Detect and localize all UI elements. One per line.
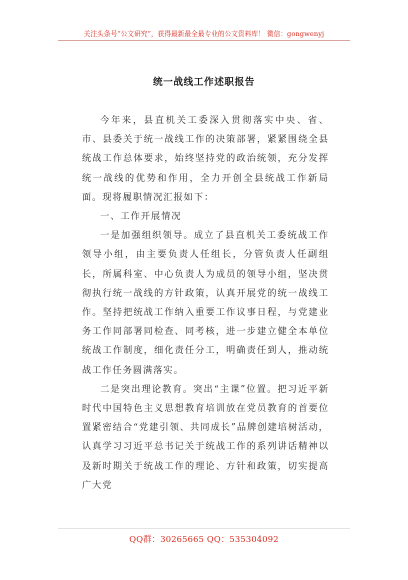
paragraph-education: 二是突出理论教育。突出“主课”位置。把习近平新时代中国特色主义思想教育培训放在党员教育的首要位置紧密结合“党建引领、共同成长”品牌创建培树活动，认真学习习近平总书记关于统战工作的系列讲话精神以及新时期关于统战工作的理论、方针和政策，切实提高广大党 (82, 384, 329, 491)
document-body (82, 112, 329, 496)
document-title: 统一战线工作述职报告 (153, 77, 255, 88)
section-heading: 一、工作开展情况 (100, 212, 182, 223)
paragraph-intro: 今年来，县直机关工委深入贯彻落实中央、省、市、县委关于统一战线工作的决策部署，紧紧围绕全县统战工作总体要求，始终坚持党的政治统领，充分发挥统一战线的优势和作用，全力开创全县统战工作新局面。现将履职情况汇报如下： (82, 116, 329, 203)
promo-header: 关注头条号“公文研究”，获得最新最全最专业的公文资料库！ 微信：gongwenyj (83, 30, 325, 38)
footer-divider (58, 528, 350, 529)
contact-footer: QQ群：30265665 QQ：535304092 (129, 534, 279, 544)
header-divider (58, 40, 350, 41)
paragraph-organization: 一是加强组织领导。成立了县直机关工委统战工作领导小组，由主要负责人任组长，分管负责人任副组长，所属科室、中心负责人为成员的领导小组，坚决贯彻执行统一战线的方针政策，认真开展党的统一战线工作。坚持把统战工作纳入重要工作议事日程，与党建业务工作同部署同检查、同考核，进一步建立健全本单位统战工作制度，细化责任分工，明确责任到人，推动统战工作任务圆满落实。 (82, 231, 329, 376)
